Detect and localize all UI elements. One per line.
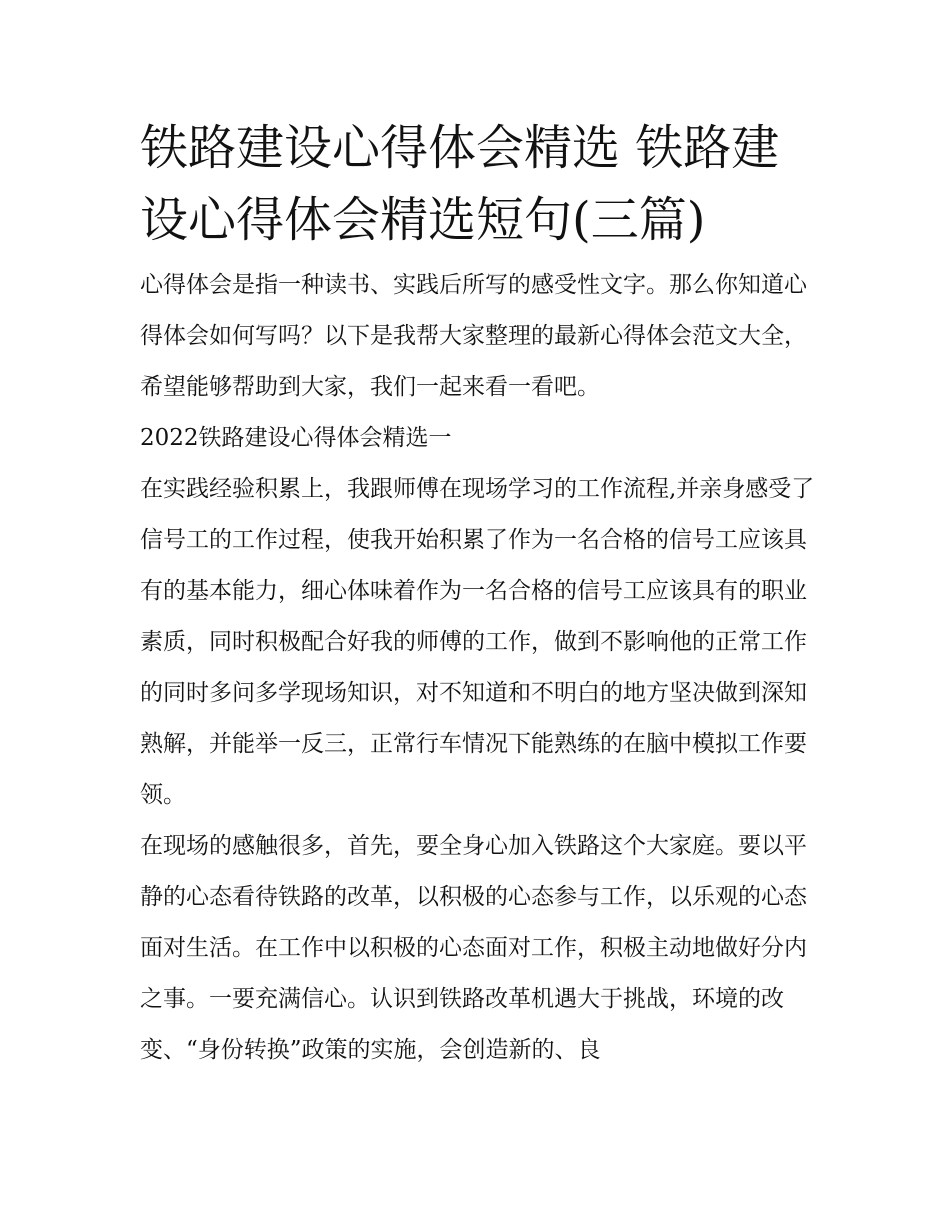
section-heading: 2022铁路建设心得体会精选一	[140, 425, 452, 451]
intro-paragraph: 心得体会是指一种读书、实践后所写的感受性文字。那么你知道心得体会如何写吗？以下是我帮大家整理的最新心得体会范文大全，希望能够帮助到大家，我们一起来看一看吧。	[140, 272, 807, 400]
document-body	[140, 112, 820, 1076]
body-paragraph-2: 在现场的感触很多，首先，要全身心加入铁路这个大家庭。要以平静的心态看待铁路的改革，以积极的心态参与工作，以乐观的心态面对生活。在工作中以积极的心态面对工作，积极主动地做好分内之事。一要充满信心。认识到铁路改革机遇大于挑战，环境的改变、“身份转换”政策的实施，会创造新的、良	[140, 833, 807, 1063]
document-title: 铁路建设心得体会精选 铁路建设心得体会精选短句(三篇)	[140, 120, 780, 248]
body-paragraph-1: 在实践经验积累上，我跟师傅在现场学习的工作流程,并亲身感受了信号工的工作过程，使我开始积累了作为一名合格的信号工应该具有的基本能力，细心体味着作为一名合格的信号工应该具有的职业素质，同时积极配合好我的师傅的工作，做到不影响他的正常工作的同时多问多学现场知识，对不知道和不明白的地方坚决做到深知熟解，并能举一反三，正常行车情况下能熟练的在脑中模拟工作要领。	[140, 476, 815, 808]
